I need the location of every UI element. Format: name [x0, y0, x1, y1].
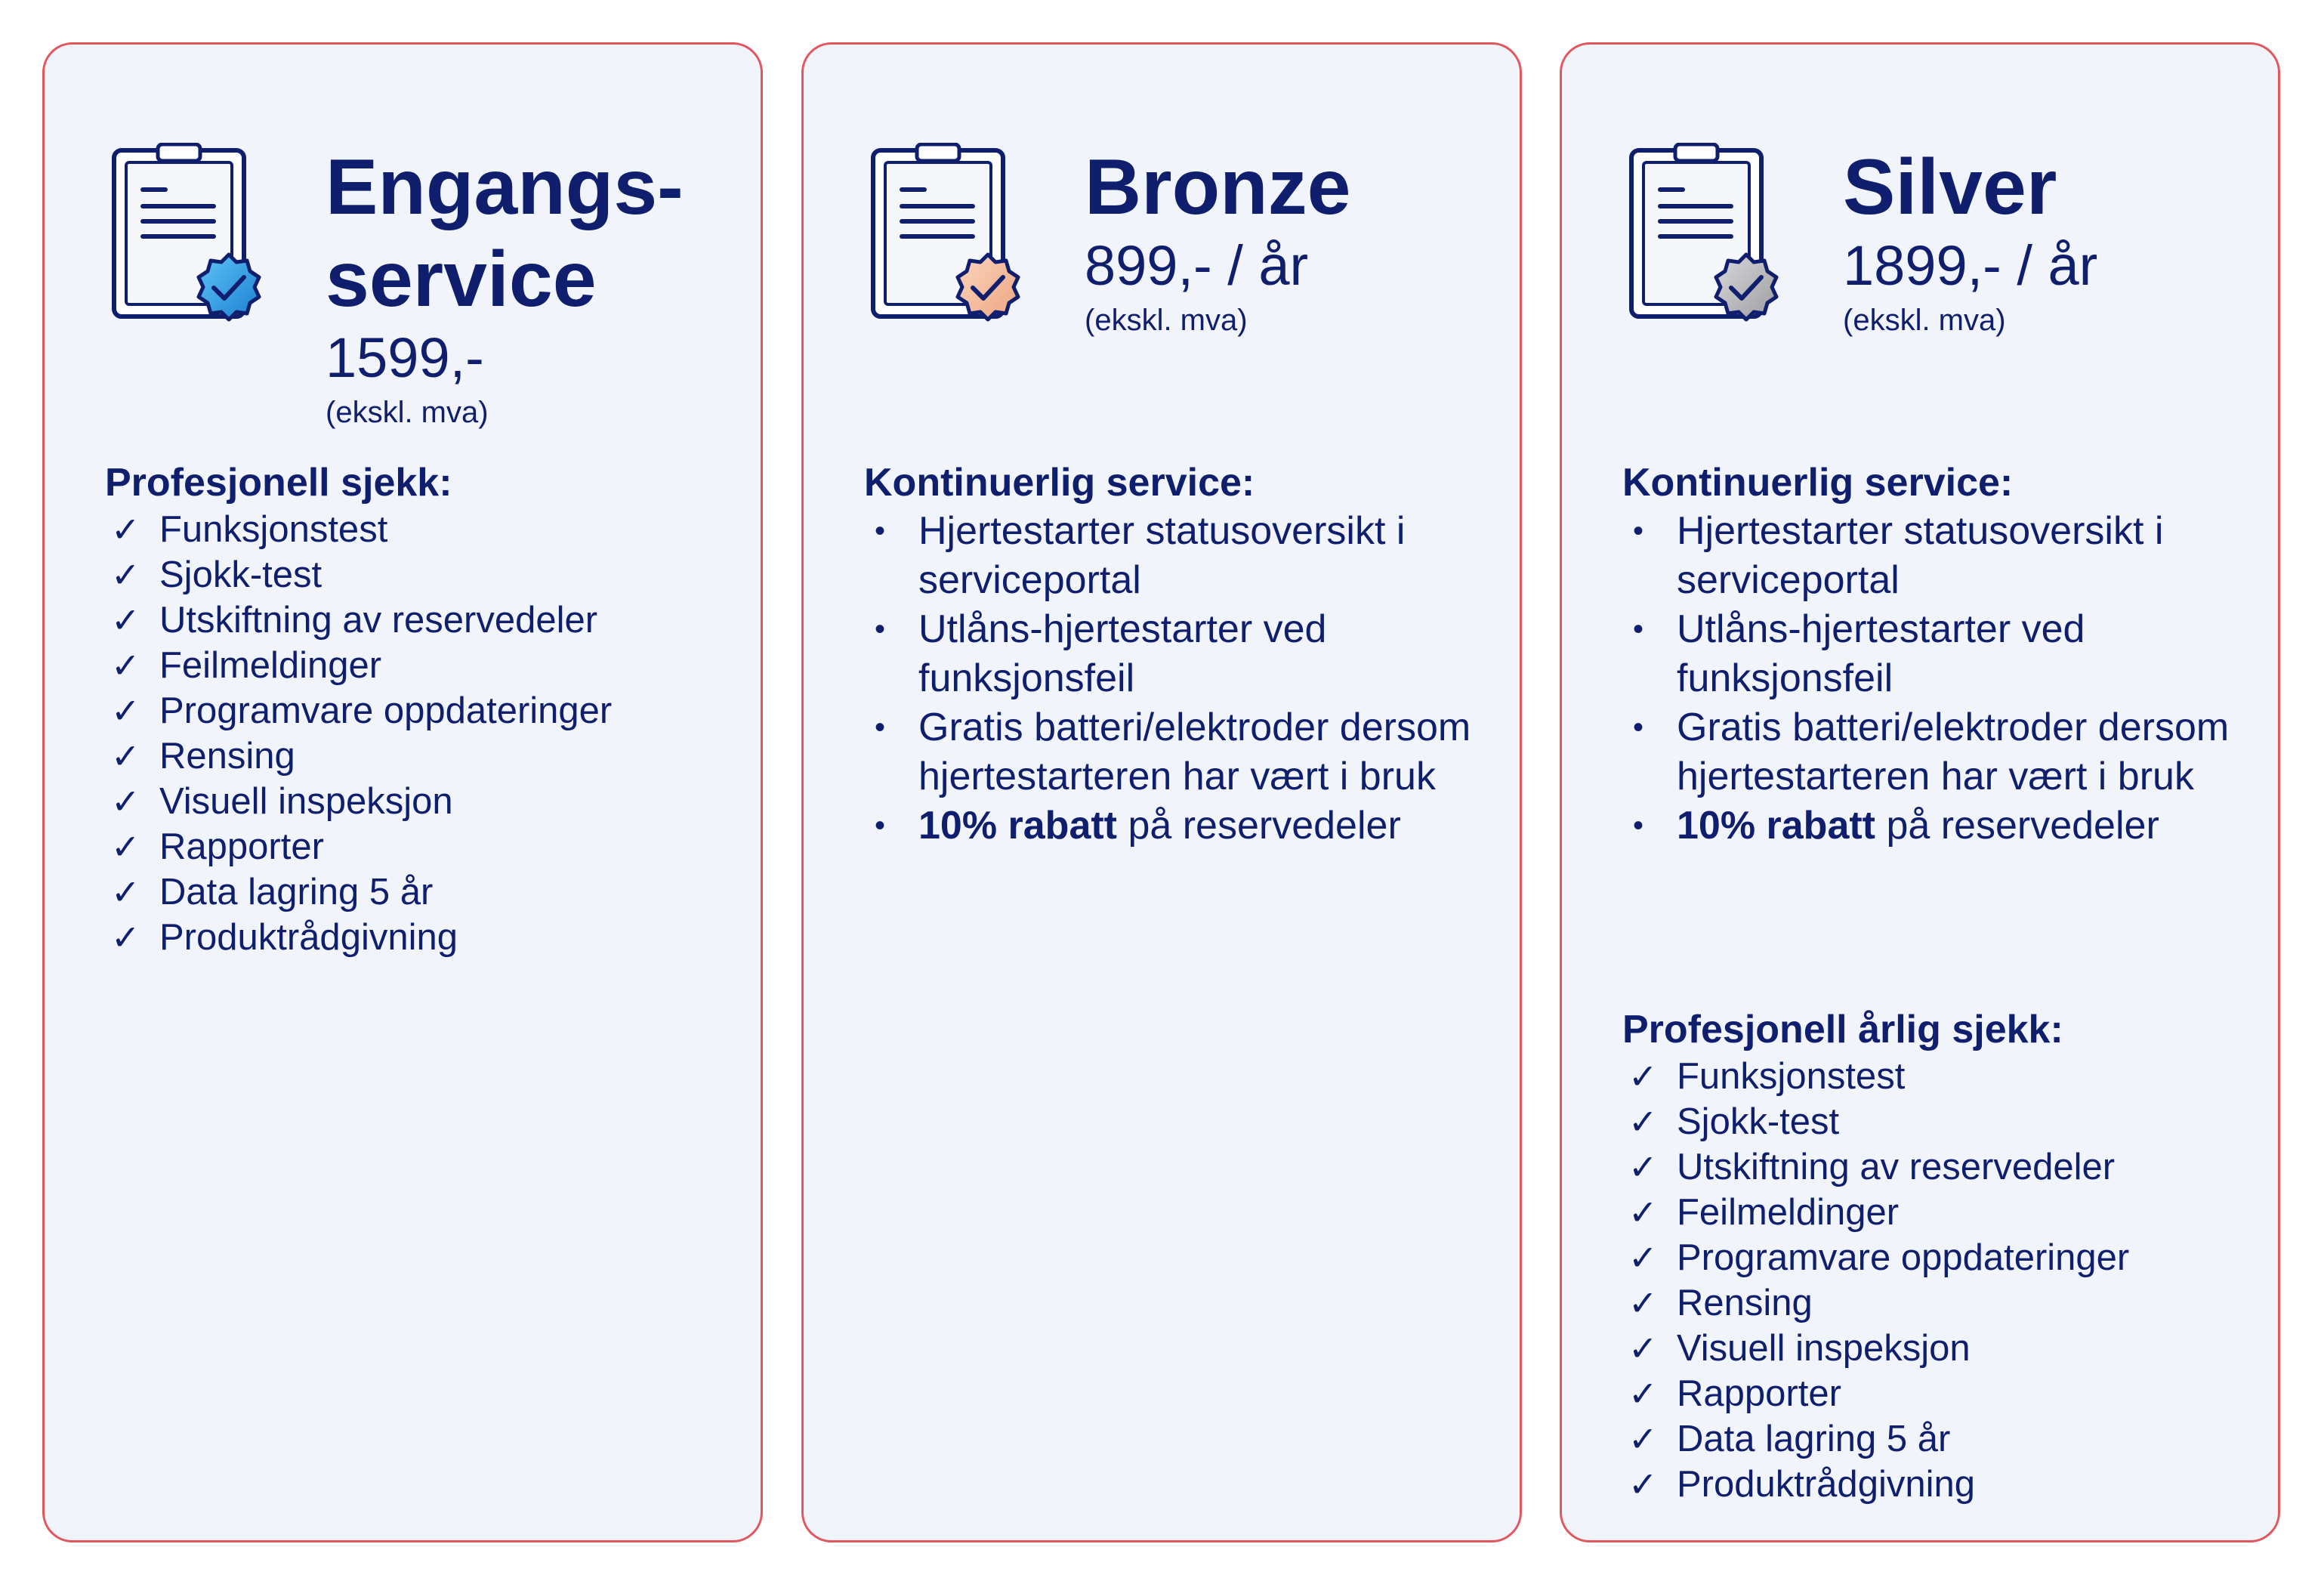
- section-title: Profesjonell sjekk:: [105, 461, 452, 505]
- list-item: ✓ Utskiftning av reservedeler: [1622, 1144, 2129, 1190]
- list-item: ✓ Programvare oppdateringer: [105, 688, 612, 733]
- professional-check-section: [105, 459, 612, 960]
- check-icon: ✓: [111, 601, 140, 640]
- list-item: ✓ Data lagring 5 år: [105, 869, 612, 915]
- bullet-icon: •: [1633, 711, 1644, 744]
- check-icon: ✓: [1628, 1147, 1658, 1187]
- list-item: • 10% rabatt på reservedeler: [1622, 801, 2281, 851]
- list-item: ✓ Visuell inspeksjon: [105, 779, 612, 824]
- plan-title-line2: service: [326, 236, 597, 323]
- list-item: ✓ Produktrådgivning: [105, 915, 612, 960]
- list-item: ✓ Programvare oppdateringer: [1622, 1235, 2129, 1280]
- check-icon: ✓: [111, 510, 140, 549]
- vat-note: (ekskl. mva): [1843, 304, 2006, 337]
- list-item: ✓ Sjokk-test: [105, 552, 612, 598]
- section-title: Kontinuerlig service:: [1622, 461, 2014, 505]
- clipboard-bronze-badge-icon: [867, 143, 1033, 339]
- continuous-service-section: [864, 459, 1523, 851]
- list-item: • Hjertestarter statusoversikt i serviceportal: [1622, 507, 2281, 605]
- clipboard-silver-badge-icon: [1625, 143, 1792, 339]
- plan-title: Bronze: [1085, 144, 1351, 231]
- list-item: ✓ Rensing: [1622, 1280, 2129, 1326]
- list-item: • Gratis batteri/elektroder dersom hjertestarteren har vært i bruk: [1622, 703, 2281, 801]
- plan-title: Silver: [1843, 144, 2057, 231]
- card-header: [1085, 141, 1350, 339]
- plan-price: 1899,- / år: [1843, 234, 2098, 297]
- check-list: [1622, 1054, 2129, 1507]
- list-item: • Gratis batteri/elektroder dersom hjertestarteren har vært i bruk: [864, 703, 1523, 801]
- list-item: ✓ Rapporter: [1622, 1371, 2129, 1416]
- check-icon: ✓: [111, 918, 140, 957]
- check-icon: ✓: [1628, 1193, 1658, 1232]
- bullet-icon: •: [1633, 809, 1644, 842]
- list-item: ✓ Utskiftning av reservedeler: [105, 598, 612, 643]
- list-item: ✓ Rapporter: [105, 824, 612, 869]
- card-engangsservice: [42, 42, 763, 1542]
- bullet-icon: •: [875, 514, 886, 548]
- check-icon: ✓: [111, 646, 140, 685]
- section-title: Kontinuerlig service:: [864, 461, 1255, 505]
- section-title: Profesjonell årlig sjekk:: [1622, 1008, 2063, 1051]
- list-item: ✓ Produktrådgivning: [1622, 1462, 2129, 1507]
- bullet-list: [1622, 507, 2281, 851]
- card-header: [1843, 141, 2097, 339]
- card-header: [326, 141, 684, 431]
- card-silver: [1560, 42, 2280, 1542]
- bullet-list: [864, 507, 1523, 851]
- list-item: • 10% rabatt på reservedeler: [864, 801, 1523, 851]
- check-icon: ✓: [1628, 1057, 1658, 1096]
- plan-price: 1599,-: [326, 326, 484, 389]
- bullet-icon: •: [1633, 514, 1644, 548]
- check-icon: ✓: [111, 555, 140, 594]
- list-item: ✓ Visuell inspeksjon: [1622, 1326, 2129, 1371]
- bullet-icon: •: [875, 613, 886, 646]
- list-item: ✓ Rensing: [105, 733, 612, 779]
- list-item: • Utlåns-hjertestarter ved funksjonsfeil: [1622, 605, 2281, 703]
- list-item: ✓ Data lagring 5 år: [1622, 1416, 2129, 1462]
- plan-title: Engangs-: [326, 144, 684, 231]
- check-list: [105, 507, 612, 960]
- annual-check-section: [1622, 1005, 2129, 1507]
- check-icon: ✓: [1628, 1102, 1658, 1141]
- clipboard-blue-badge-icon: [108, 143, 274, 339]
- list-item: • Utlåns-hjertestarter ved funksjonsfeil: [864, 605, 1523, 703]
- check-icon: ✓: [1628, 1465, 1658, 1504]
- list-item: ✓ Sjokk-test: [1622, 1099, 2129, 1144]
- check-icon: ✓: [111, 872, 140, 912]
- check-icon: ✓: [1628, 1374, 1658, 1413]
- bullet-icon: •: [1633, 613, 1644, 646]
- list-item: ✓ Feilmeldinger: [105, 643, 612, 688]
- continuous-service-section: [1622, 459, 2281, 851]
- plan-price: 899,- / år: [1085, 234, 1309, 297]
- list-item: ✓ Feilmeldinger: [1622, 1190, 2129, 1235]
- check-icon: ✓: [1628, 1419, 1658, 1459]
- discount-highlight: 10% rabatt: [918, 804, 1117, 848]
- vat-note: (ekskl. mva): [1085, 304, 1248, 337]
- list-item: • Hjertestarter statusoversikt i serviceportal: [864, 507, 1523, 605]
- card-bronze: [801, 42, 1522, 1542]
- check-icon: ✓: [1628, 1283, 1658, 1323]
- list-item: ✓ Funksjonstest: [1622, 1054, 2129, 1099]
- check-icon: ✓: [111, 782, 140, 821]
- check-icon: ✓: [111, 736, 140, 776]
- check-icon: ✓: [1628, 1238, 1658, 1277]
- vat-note: (ekskl. mva): [326, 396, 489, 429]
- bullet-icon: •: [875, 711, 886, 744]
- check-icon: ✓: [111, 827, 140, 866]
- list-item: ✓ Funksjonstest: [105, 507, 612, 552]
- discount-highlight: 10% rabatt: [1677, 804, 1875, 848]
- bullet-icon: •: [875, 809, 886, 842]
- check-icon: ✓: [111, 691, 140, 730]
- check-icon: ✓: [1628, 1329, 1658, 1368]
